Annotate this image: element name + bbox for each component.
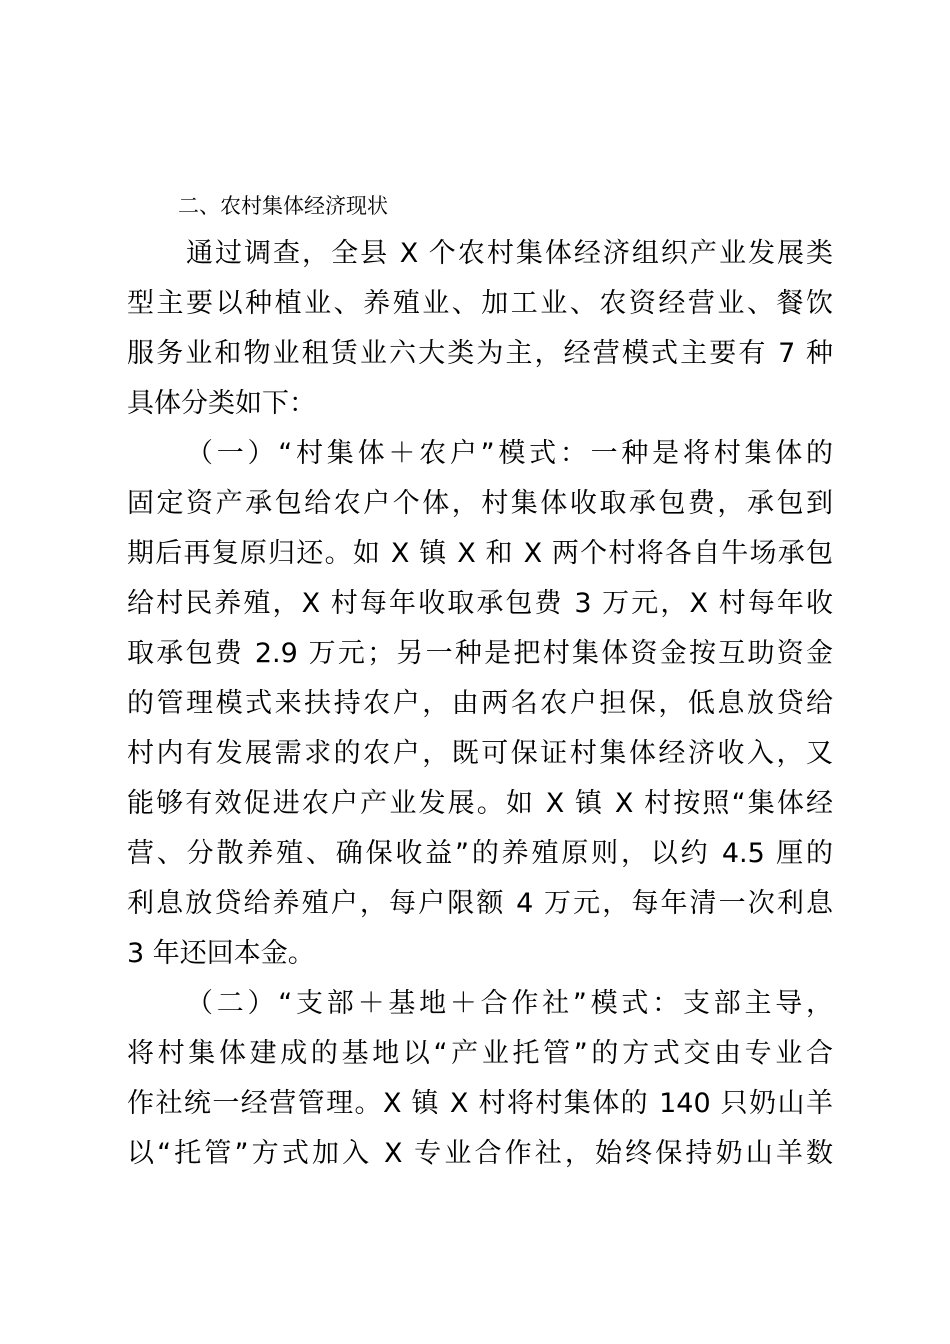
paragraph-line: 服务业和物业租赁业六大类为主，经营模式主要有 7 种 [127,338,833,369]
paragraph-line: 村内有发展需求的农户，既可保证村集体经济收入，又 [127,738,833,769]
section-heading: 二、农村集体经济现状 [178,194,388,218]
paragraph-line: 将村集体建成的基地以“产业托管”的方式交由专业合 [127,1038,833,1069]
paragraph-line: 给村民养殖，X 村每年收取承包费 3 万元，X 村每年收 [127,588,833,619]
paragraph-line: 期后再复原归还。如 X 镇 X 和 X 两个村将各自牛场承包 [127,538,833,569]
paragraph-line: 以“托管”方式加入 X 专业合作社，始终保持奶山羊数 [127,1138,833,1169]
paragraph-line: 型主要以种植业、养殖业、加工业、农资经营业、餐饮 [127,288,833,319]
paragraph-line: 取承包费 2.9 万元；另一种是把村集体资金按互助资金 [127,638,833,669]
paragraph-line: 能够有效促进农户产业发展。如 X 镇 X 村按照“集体经 [127,788,833,819]
paragraph-line: 营、分散养殖、确保收益”的养殖原则，以约 4.5 厘的 [127,838,833,869]
paragraph-line: 固定资产承包给农户个体，村集体收取承包费，承包到 [127,488,833,519]
paragraph-line: 3 年还回本金。 [127,938,315,969]
paragraph-line: 具体分类如下： [127,388,316,419]
paragraph-line: 作社统一经营管理。X 镇 X 村将村集体的 140 只奶山羊 [127,1088,833,1119]
paragraph-line: 的管理模式来扶持农户，由两名农户担保，低息放贷给 [127,688,833,719]
paragraph-line: 利息放贷给养殖户，每户限额 4 万元，每年清一次利息 [127,888,833,919]
paragraph-line: （二）“支部＋基地＋合作社”模式：支部主导， [186,988,833,1019]
paragraph-line: 通过调查，全县 X 个农村集体经济组织产业发展类 [186,238,833,269]
paragraph-line: （一）“村集体＋农户”模式：一种是将村集体的 [186,438,833,469]
